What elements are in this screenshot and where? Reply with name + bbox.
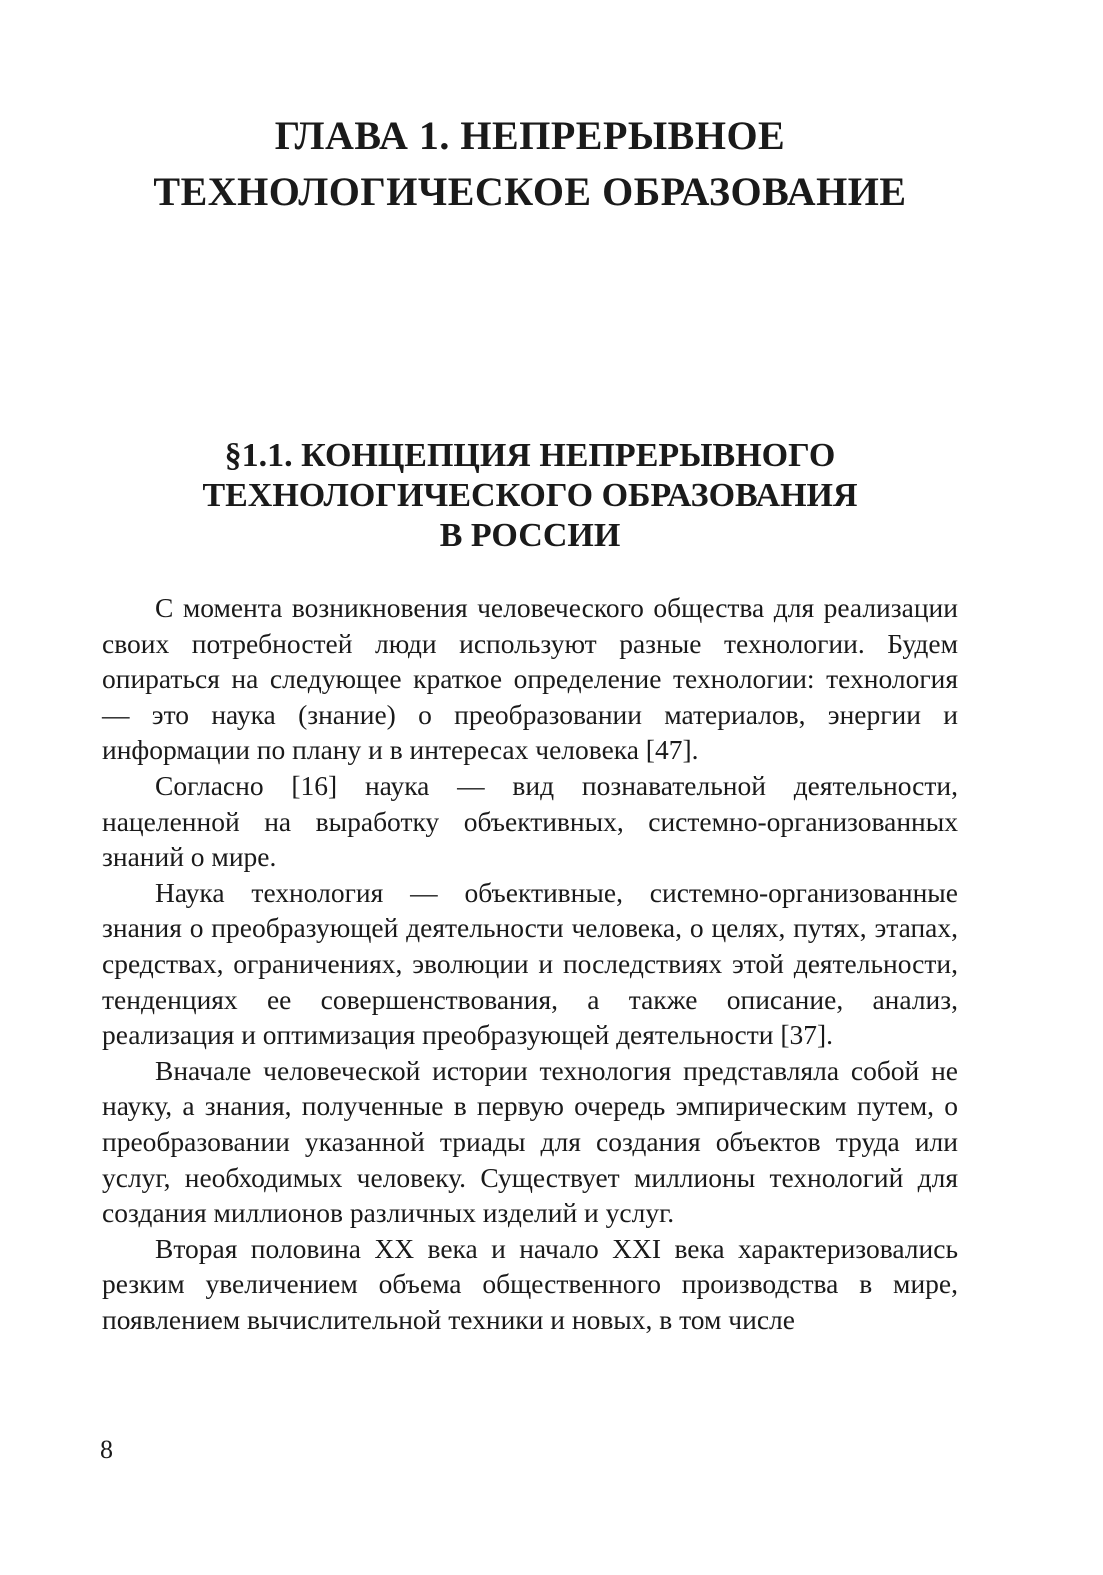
body-text [102,590,958,1337]
section-title-line-2: ТЕХНОЛОГИЧЕСКОГО ОБРАЗОВАНИЯ [202,477,858,514]
chapter-title-line-1: ГЛАВА 1. НЕПРЕРЫВНОЕ [274,113,786,158]
section-title [100,436,960,556]
section-title-line-3: В РОССИИ [439,517,621,554]
chapter-title [100,108,960,220]
paragraph-5: Вторая половина XX века и начало XXI века характеризовались резким увеличением объема общественного производства в мире, появлением вычислительной техники и новых, в том числе [102,1232,958,1335]
page-number: 8 [100,1435,113,1464]
paragraph-2: Согласно [16] наука — вид познавательной деятельности, нацеленной на выработку объективных, системно-организованных знаний о мире. [102,769,958,873]
chapter-title-line-2: ТЕХНОЛОГИЧЕСКОЕ ОБРАЗОВАНИЕ [153,169,907,214]
paragraph-1: С момента возникновения человеческого общества для реализации своих потребностей люди используют разные технологии. Будем опираться на следующее краткое определение технологии: технология — это наука (знание) о преобразовании материалов, энергии и информации по плану и в интересах человека [47]. [102,592,958,766]
paragraph-4: Вначале человеческой истории технология представляла собой не науку, а знания, полученные в первую очередь эмпирическим путем, о преобразовании указанной триады для создания объектов труда или услуг, необходимых человеку. Существует миллионы технологий для создания миллионов различных изделий и услуг. [102,1054,958,1229]
paragraph-3: Наука технология — объективные, системно-организованные знания о преобразующей деятельности человека, о целях, путях, этапах, средствах, ограничениях, эволюции и последствиях этой деятельности, тенденциях ее совершенствования, а также описание, анализ, реализация и оптимизация преобразующей деятельности [37]. [102,876,958,1051]
section-title-line-1: §1.1. КОНЦЕПЦИЯ НЕПРЕРЫВНОГО [224,437,836,474]
